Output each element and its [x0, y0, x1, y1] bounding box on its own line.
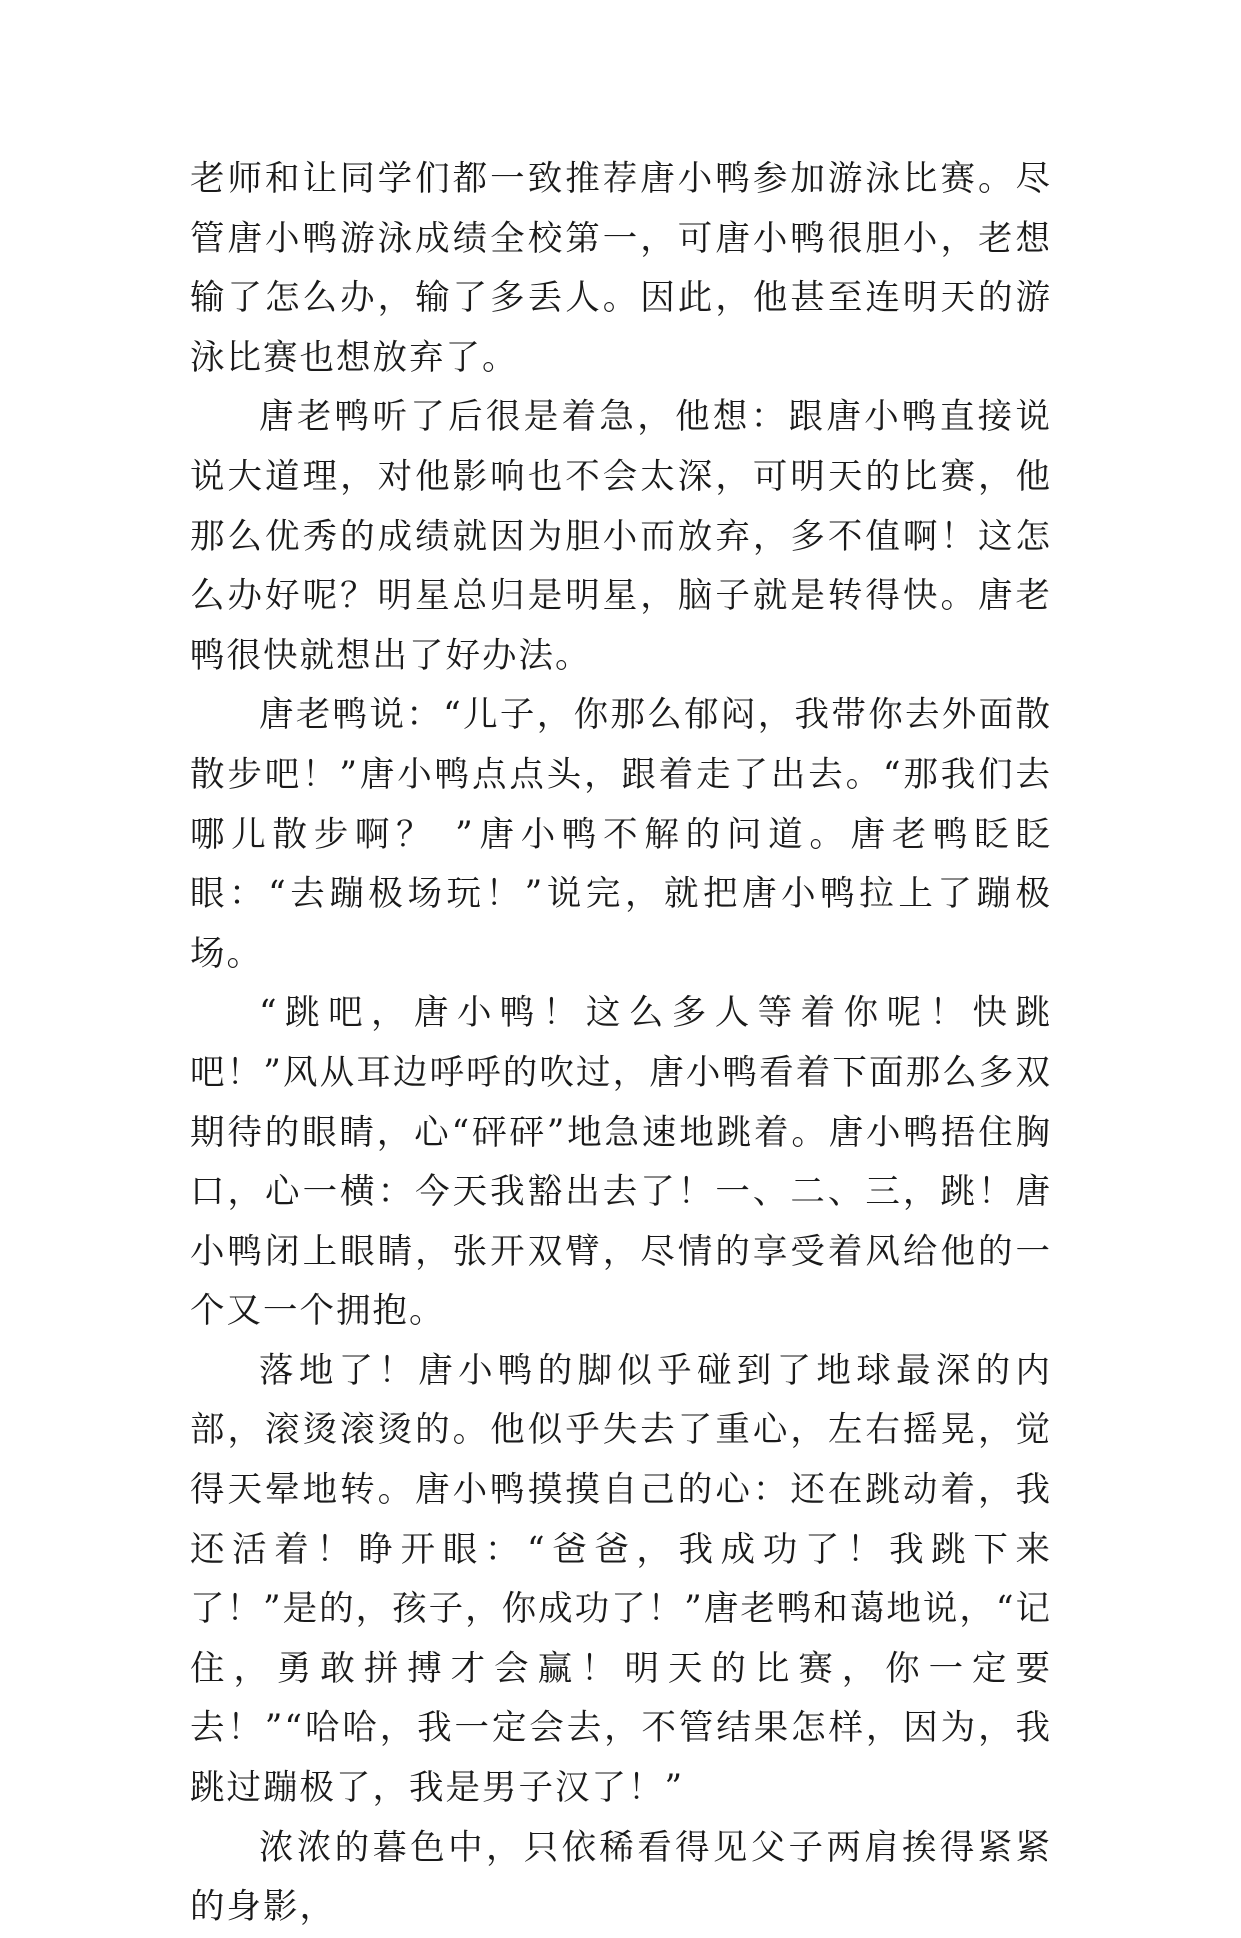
paragraph: 老师和让同学们都一致推荐唐小鸭参加游泳比赛。尽管唐小鸭游泳成绩全校第一，可唐小鸭很胆小，老想输了怎么办，输了多丢人。因此，他甚至连明天的游泳比赛也想放弃了。	[190, 159, 1052, 378]
paragraph: “跳吧，唐小鸭！这么多人等着你呢！快跳吧！”风从耳边呼呼的吹过，唐小鸭看着下面那么多双期待的眼睛，心“砰砰”地急速地跳着。唐小鸭捂住胸口，心一横：今天我豁出去了！一、二、三，跳！唐小鸭闭上眼睛，张开双臂，尽情的享受着风给他的一个又一个拥抱。	[190, 993, 1052, 1332]
paragraph: 唐老鸭听了后很是着急，他想：跟唐小鸭直接说说大道理，对他影响也不会太深，可明天的比赛，他那么优秀的成绩就因为胆小而放弃，多不值啊！这怎么办好呢？明星总归是明星，脑子就是转得快。唐老鸭很快就想出了好办法。	[190, 397, 1052, 676]
paragraph: 浓浓的暮色中，只依稀看得见父子两肩挨得紧紧的身影，	[190, 1827, 1052, 1928]
paragraph: 唐老鸭说：“儿子，你那么郁闷，我带你去外面散散步吧！”唐小鸭点点头，跟着走了出去。“那我们去哪儿散步啊？ ”唐小鸭不解的问道。唐老鸭眨眨眼：“去蹦极场玩！”说完，就把唐小鸭拉上了蹦极场。	[190, 695, 1052, 974]
paragraph: 落地了！唐小鸭的脚似乎碰到了地球最深的内部，滚烫滚烫的。他似乎失去了重心，左右摇晃，觉得天晕地转。唐小鸭摸摸自己的心：还在跳动着，我还活着！睁开眼：“爸爸，我成功了！我跳下来了！”是的，孩子，你成功了！”唐老鸭和蔼地说，“记住，勇敢拼搏才会赢！明天的比赛，你一定要去！”“哈哈，我一定会去，不管结果怎样，因为，我跳过蹦极了，我是男子汉了！”	[190, 1350, 1052, 1809]
document-body	[190, 150, 1052, 1938]
